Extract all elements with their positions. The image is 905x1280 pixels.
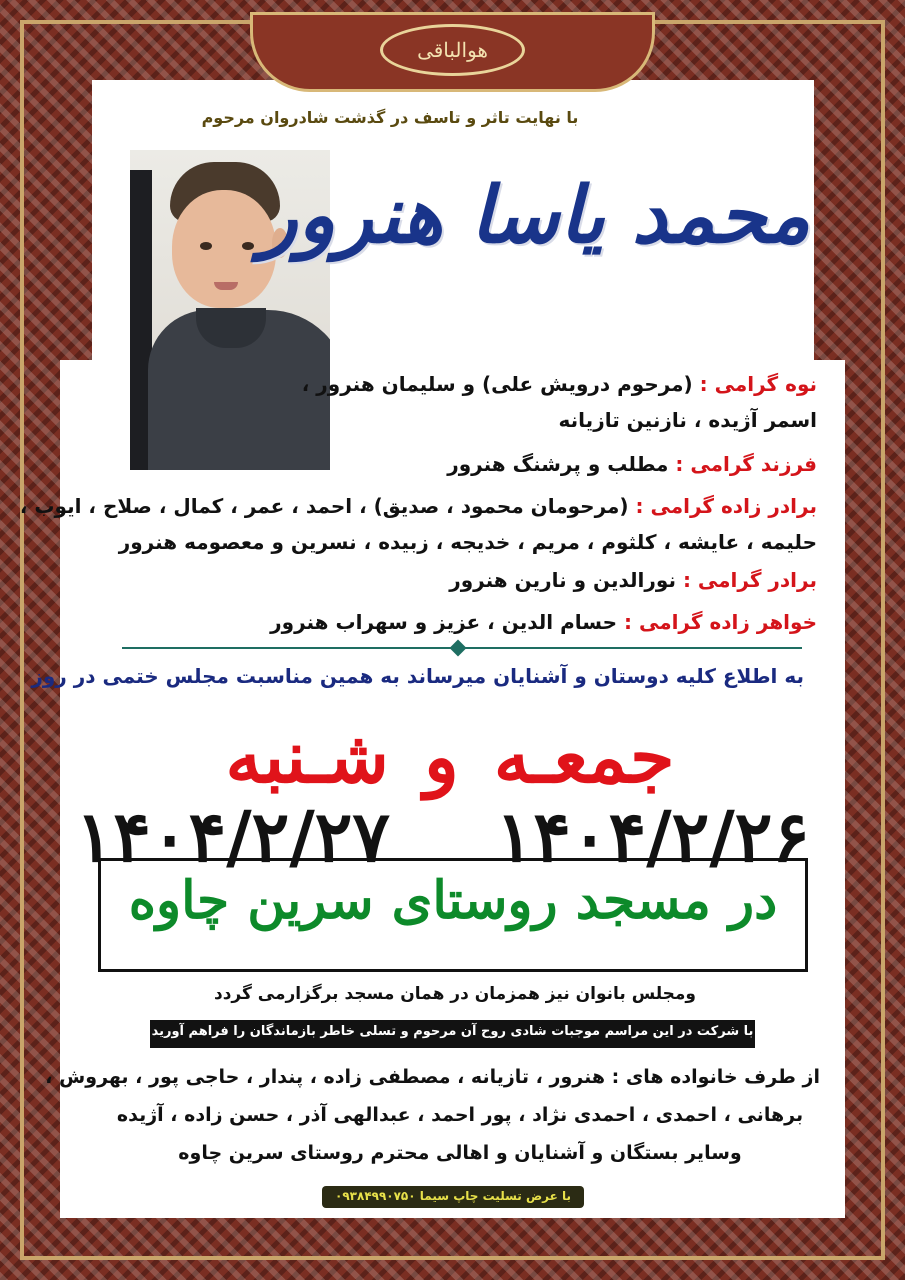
relative-line-cont: حلیمه ، عایشه ، کلثوم ، مریم ، خدیجه ، زبیده ، نسرین و معصومه هنرور xyxy=(118,530,817,554)
intro-text: با نهایت تاثر و تاسف در گذشت شادروان مرحوم xyxy=(201,108,579,127)
date-saturday: ۱۴۰۴/۲/۲۷ xyxy=(75,795,390,878)
print-credit: با عرض تسلیت چاپ سیما ۰۹۳۸۴۹۹۰۷۵۰ xyxy=(335,1189,571,1203)
announcement: به اطلاع کلیه دوستان و آشنایان میرساند به همین مناسبت مجلس ختمی در روز xyxy=(31,664,804,688)
families-line: از طرف خانواده های : هنرور ، تازیانه ، مصطفی زاده ، پندار ، حاجی پور ، بهروش ، xyxy=(45,1066,820,1088)
venue: در مسجد روستای سرین چاوه xyxy=(128,870,778,931)
date-friday: ۱۴۰۴/۲/۲۶ xyxy=(495,795,810,878)
women-note: ومجلس بانوان نیز همزمان در همان مسجد برگزارمی گردد xyxy=(213,984,697,1004)
deceased-name: محمد یاسا هنرور xyxy=(259,170,810,261)
calligraphy-emblem: هوالباقی xyxy=(380,24,525,76)
families-line: برهانی ، احمدی ، احمدی نژاد ، پور احمد ، عبدالهی آذر ، حسن زاده ، آژیده xyxy=(116,1104,804,1126)
ceremony-days: جمعـه و شـنبه xyxy=(225,714,675,799)
relative-line: برادر زاده گرامی : (مرحومان محمود ، صدیق) ، احمد ، عمر ، کمال ، صلاح ، ایوب ، xyxy=(19,494,817,518)
relative-line: برادر گرامی : نورالدین و نارین هنرور xyxy=(449,568,817,592)
relative-line-cont: اسمر آژیده ، نازنین تازیانه xyxy=(558,408,817,432)
families-line: وسایر بستگان و آشنایان و اهالی محترم روستای سرین چاوه xyxy=(178,1142,742,1164)
relative-line: نوه گرامی : (مرحوم درویش علی) و سلیمان هنرور ، xyxy=(301,372,817,396)
invite-note: با شرکت در این مراسم موجبات شادی روح آن مرحوم و تسلی خاطر بازماندگان را فراهم آورید xyxy=(151,1024,754,1039)
relative-line: خواهر زاده گرامی : حسام الدین ، عزیز و سهراب هنرور xyxy=(270,610,817,634)
relative-line: فرزند گرامی : مطلب و پرشنگ هنرور xyxy=(447,452,817,476)
